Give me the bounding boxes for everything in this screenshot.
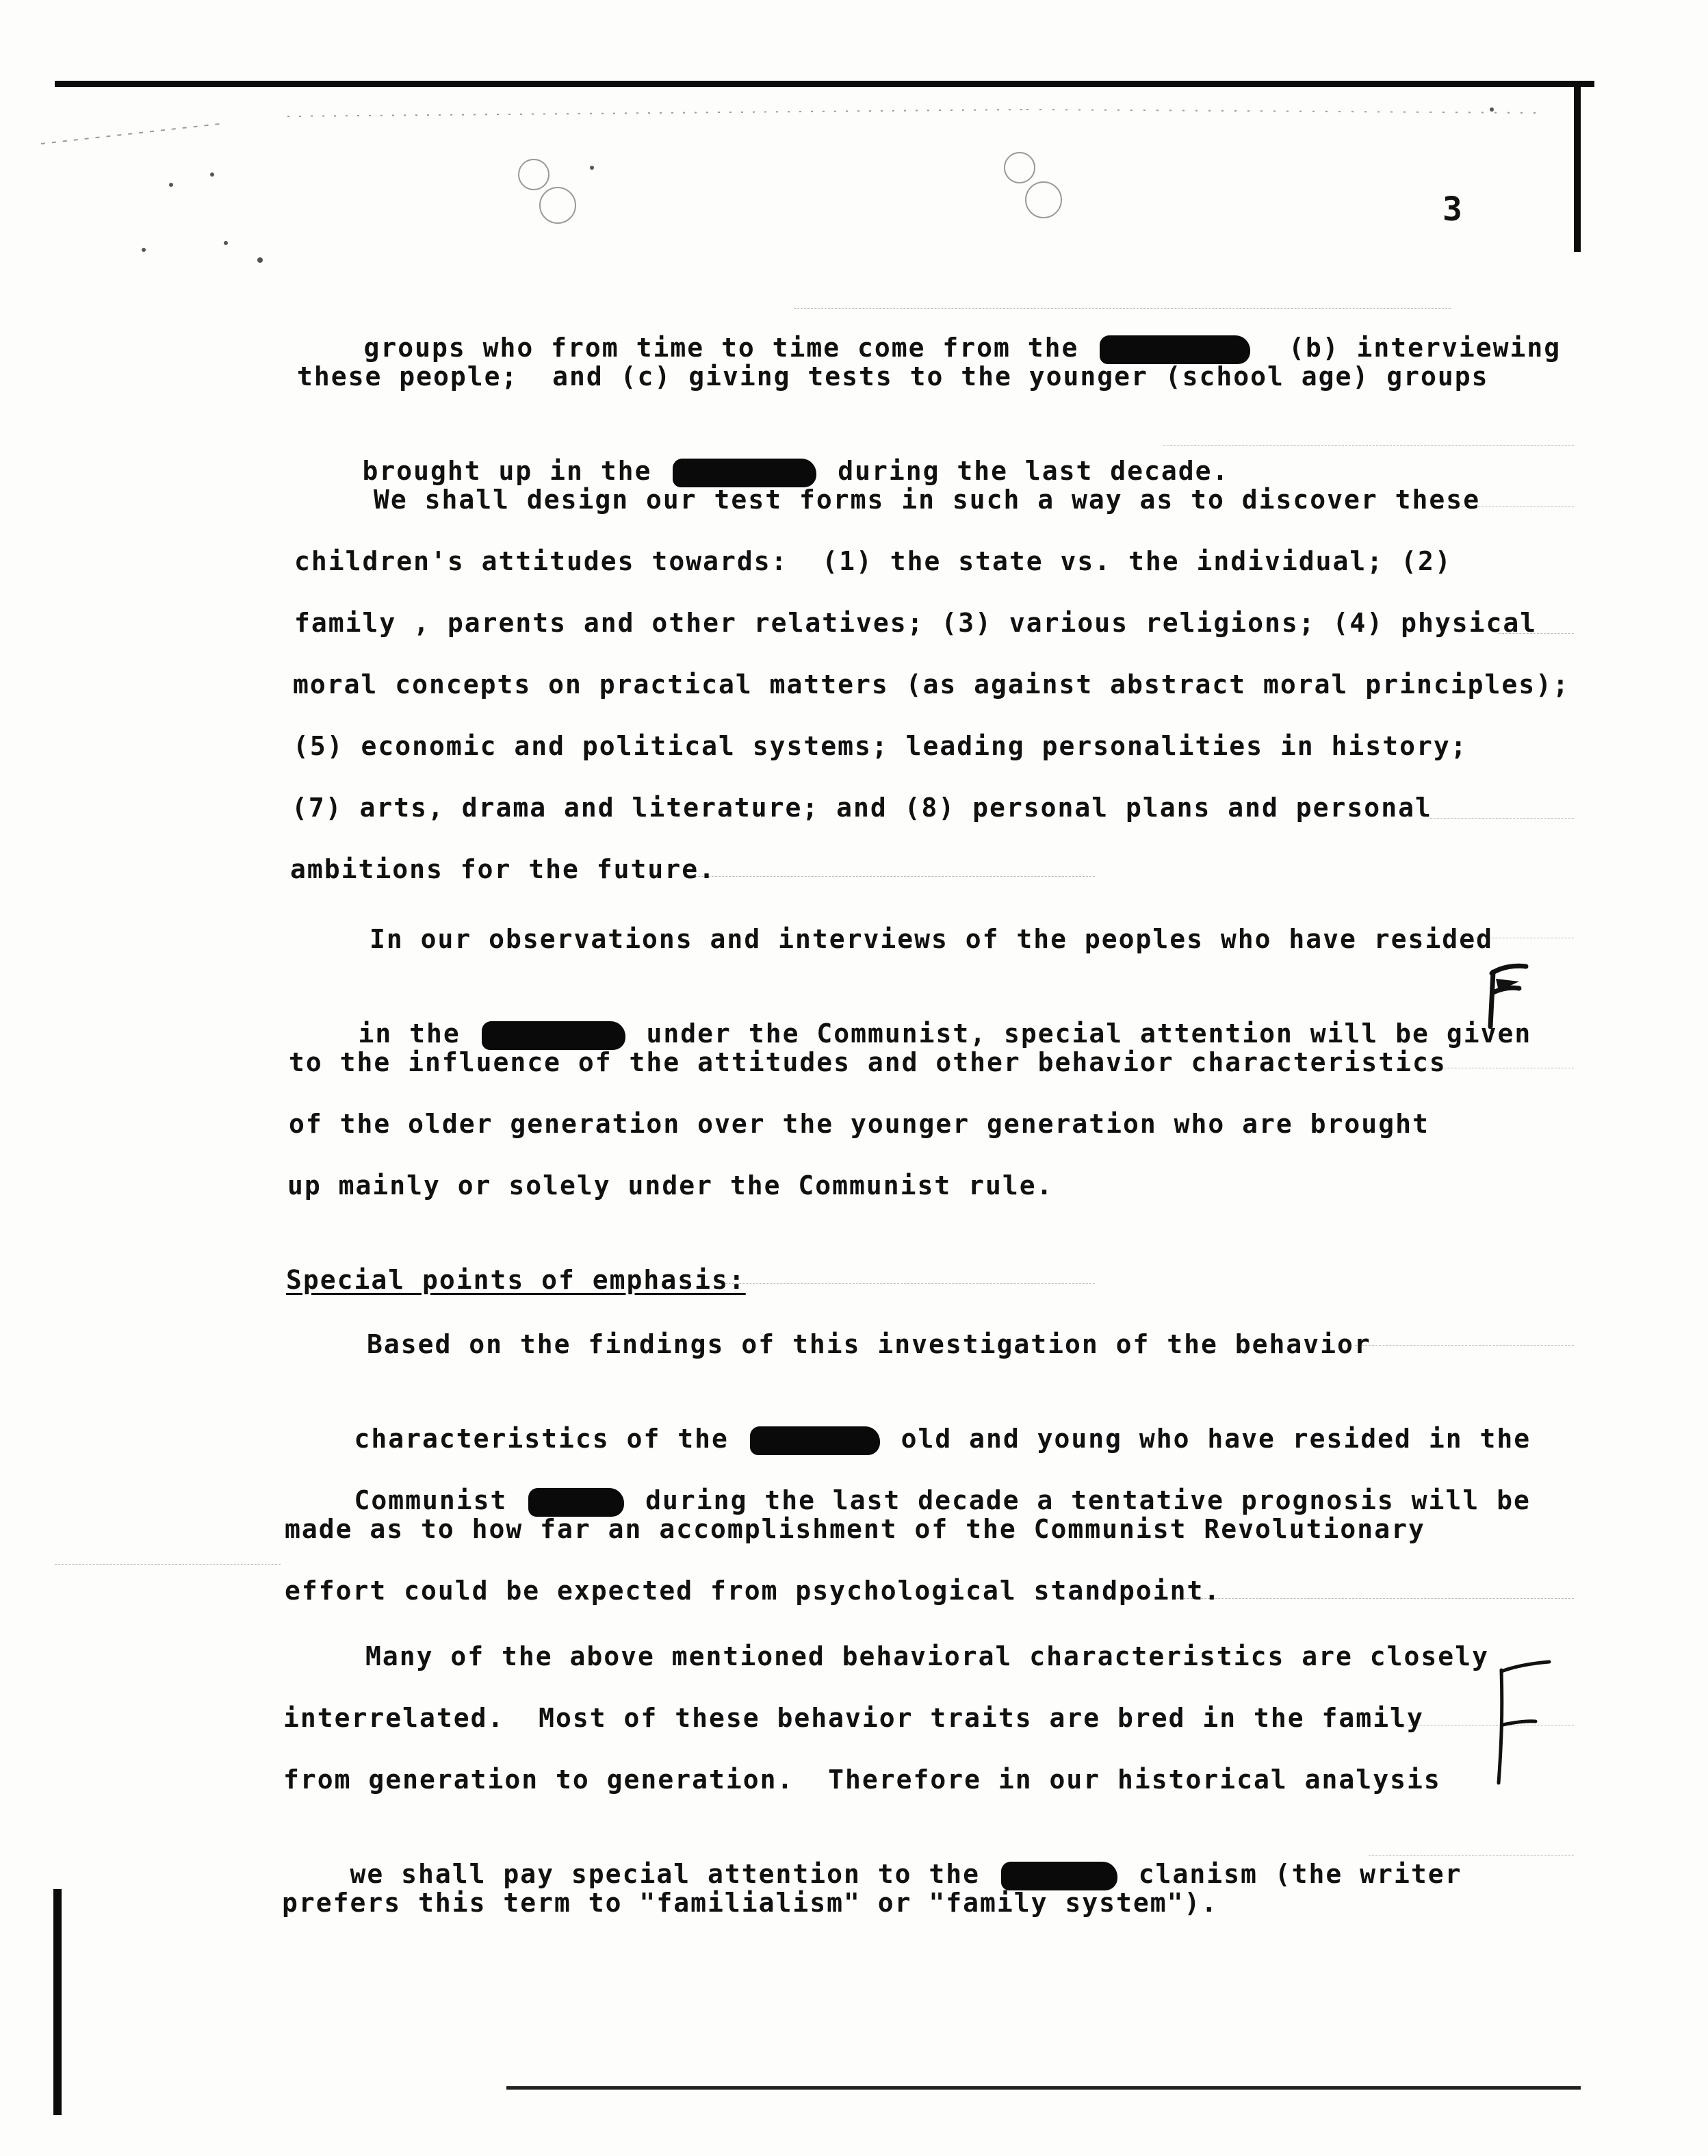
text-segment: (b) interviewing: [1254, 333, 1562, 363]
handwritten-f-mark: [1478, 1656, 1553, 1793]
text-line: We shall design our test forms in such a way as to discover these: [374, 485, 1481, 515]
page-number: 3: [1442, 190, 1462, 229]
text-line: to the influence of the attitudes and other behavior characteristics: [289, 1047, 1447, 1077]
scan-edge-bottom: [506, 2086, 1581, 2090]
text-line: of the older generation over the younger generation who are brought: [289, 1109, 1429, 1139]
text-segment: we shall pay special attention to the: [350, 1859, 997, 1889]
text-line: Many of the above mentioned behavioral characteristics are closely: [365, 1641, 1489, 1671]
guide-line: [725, 1283, 1095, 1284]
text-line: (7) arts, drama and literature; and (8) personal plans and personal: [292, 793, 1432, 823]
text-line: interrelated. Most of these behavior traits are bred in the family: [283, 1703, 1424, 1733]
text-segment: in the: [358, 1018, 478, 1049]
text-line: from generation to generation. Therefore in our historical analysis: [283, 1764, 1441, 1795]
handwritten-f-mark: [1478, 958, 1533, 1034]
text-segment: Communist: [354, 1485, 525, 1515]
guide-line: [1355, 1345, 1574, 1346]
text-line: these people; and (c) giving tests to the younger (school age) groups: [297, 361, 1489, 392]
section-heading: Special points of emphasis:: [286, 1265, 746, 1295]
text-segment: characteristics of the: [354, 1424, 746, 1454]
scan-edge-left: [53, 1889, 62, 2115]
text-segment: groups who from time to time come from the: [363, 333, 1096, 363]
scan-noise: [0, 0, 1708, 287]
text-line: In our observations and interviews of the peoples who have resided: [370, 924, 1493, 954]
text-line: Based on the findings of this investigation of the behavior: [367, 1329, 1371, 1359]
text-segment: during the last decade.: [820, 456, 1230, 486]
text-line: made as to how far an accomplishment of the Communist Revolutionary: [285, 1514, 1425, 1544]
text-line: prefers this term to "familialism" or "family system").: [282, 1888, 1219, 1918]
text-line: ambitions for the future.: [290, 854, 716, 884]
text-segment: under the Communist, special attention will be given: [629, 1018, 1532, 1049]
text-line: up mainly or solely under the Communist rule.: [287, 1170, 1054, 1201]
text-segment: during the last decade a tentative prognosis will be: [628, 1485, 1531, 1515]
guide-line: [1177, 1598, 1574, 1599]
text-line: (5) economic and political systems; leading personalities in history;: [293, 731, 1468, 761]
text-line: moral concepts on practical matters (as against abstract moral principles);: [293, 669, 1570, 700]
text-segment: clanism (the writer: [1121, 1859, 1462, 1889]
text-segment: old and young who have resided in the: [883, 1424, 1531, 1454]
text-line: family , parents and other relatives; (3) various religions; (4) physical: [294, 608, 1538, 638]
text-line: children's attitudes towards: (1) the state vs. the individual; (2): [294, 546, 1452, 576]
text-segment: brought up in the: [362, 456, 669, 486]
guide-line: [55, 1564, 281, 1565]
text-line: effort could be expected from psychological standpoint.: [285, 1576, 1221, 1606]
guide-line: [684, 876, 1095, 877]
guide-line: [1430, 818, 1574, 819]
